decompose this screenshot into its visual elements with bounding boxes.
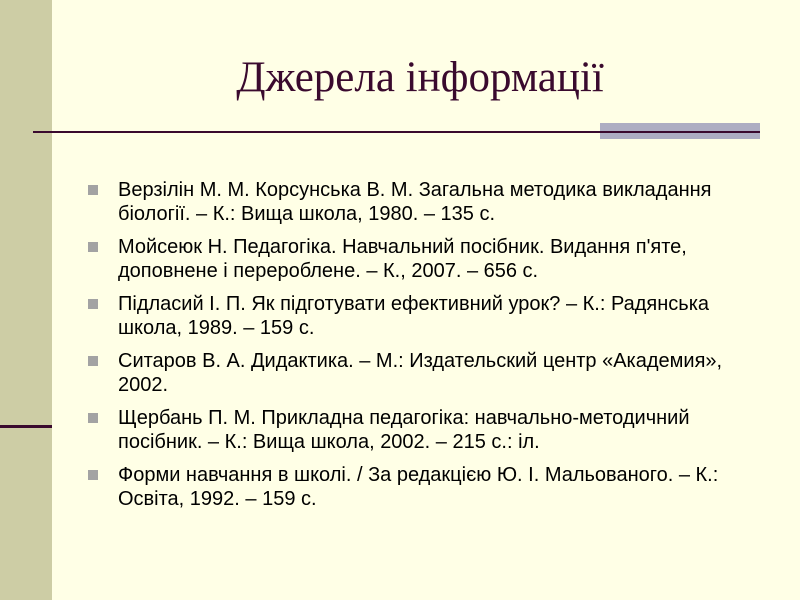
- square-bullet-icon: [88, 242, 98, 252]
- reference-text: Ситаров В. А. Дидактика. – М.: Издательский центр «Академия», 2002.: [118, 350, 723, 396]
- square-bullet-icon: [88, 470, 98, 480]
- square-bullet-icon: [88, 356, 98, 366]
- list-item: [88, 463, 768, 511]
- reference-text: Підласий І. П. Як підготувати ефективний урок? – К.: Радянська школа, 1989. – 159 с.: [118, 293, 710, 339]
- list-item: [88, 406, 768, 454]
- reference-text: Щербань П. М. Прикладна педагогіка: навчально-методичний посібник. – К.: Вища школа, 2002. – 215 с.: іл.: [118, 407, 690, 453]
- references-list: [88, 178, 768, 520]
- left-decorative-stripe: [0, 0, 52, 600]
- title-rule-block-line: [600, 131, 760, 133]
- list-item: [88, 178, 768, 226]
- reference-text: Верзілін М. М. Корсунська В. М. Загальна методика викладання біології. – К.: Вища школа, 1980. – 135 с.: [118, 179, 712, 225]
- reference-text: Мойсеюк Н. Педагогіка. Навчальний посібник. Видання п'яте, доповнене і перероблене. – К., 2007. – 656 с.: [118, 236, 687, 282]
- left-stripe-accent-line: [0, 425, 52, 428]
- square-bullet-icon: [88, 413, 98, 423]
- slide-title: Джерела інформації: [236, 54, 604, 101]
- square-bullet-icon: [88, 299, 98, 309]
- list-item: [88, 235, 768, 283]
- reference-text: Форми навчання в школі. / За редакцією Ю. І. Мальованого. – К.: Освіта, 1992. – 159 с.: [118, 464, 719, 510]
- list-item: [88, 292, 768, 340]
- square-bullet-icon: [88, 185, 98, 195]
- list-item: [88, 349, 768, 397]
